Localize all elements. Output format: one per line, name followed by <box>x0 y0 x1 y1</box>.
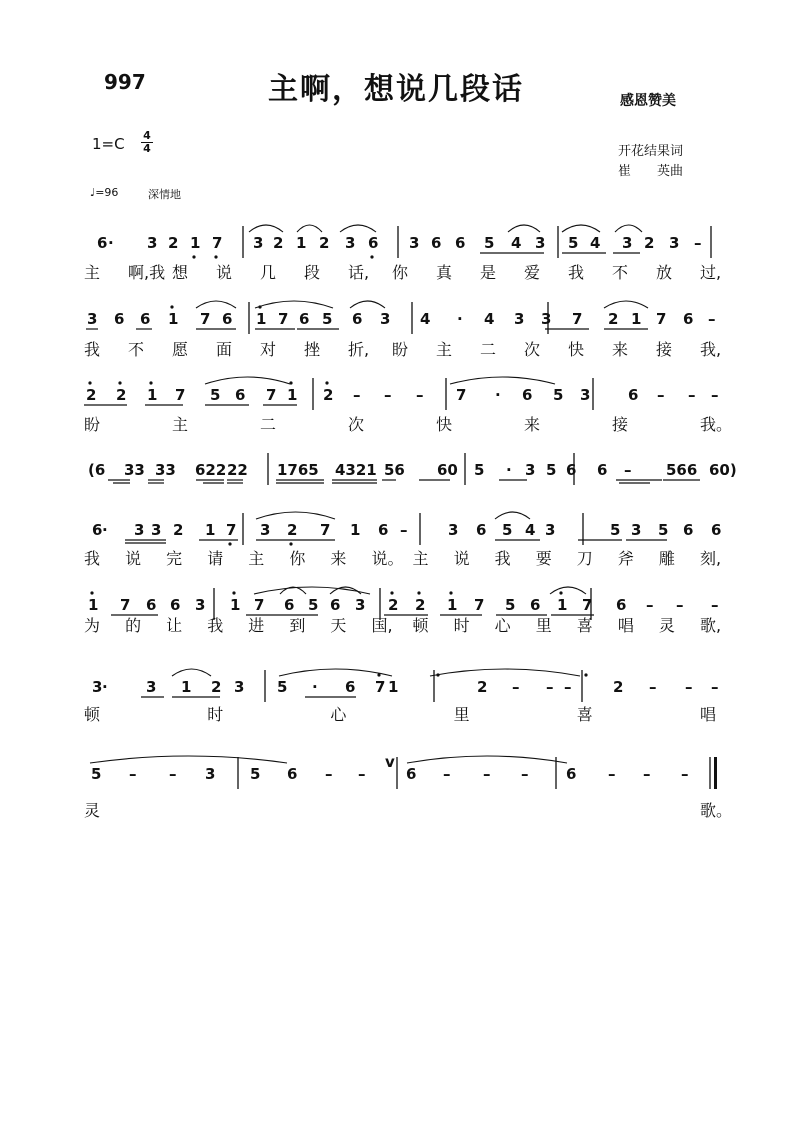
dash-note: – <box>443 765 451 783</box>
lyric-word: 我 <box>568 263 585 282</box>
note: 5 <box>277 678 288 696</box>
lyric-word: 主 <box>436 340 453 359</box>
dash-note: – <box>512 678 520 696</box>
note: 5 <box>505 596 516 614</box>
note: 4 <box>590 234 601 252</box>
lyric-word: 我, <box>700 340 722 359</box>
lyric-word: 顿 <box>412 616 429 635</box>
lyric-word: 刻, <box>700 549 722 568</box>
lyric-word: 让 <box>166 616 183 635</box>
lyric-word: 次 <box>524 340 541 359</box>
note: 6 <box>345 678 356 696</box>
note: 5 <box>210 386 221 404</box>
note: 6 <box>378 521 389 539</box>
page-title: 主啊，想说几段话 <box>268 72 524 107</box>
note: 7 <box>266 386 277 404</box>
note: 3 <box>151 521 162 539</box>
note: 1 <box>256 310 267 328</box>
note: 6 <box>566 461 577 479</box>
note: 7 <box>375 678 386 696</box>
note: 3 <box>525 461 536 479</box>
octave-dot-high <box>584 673 587 676</box>
lyric-word: 喜 <box>576 705 593 724</box>
note: 6 <box>92 521 103 539</box>
lyric-word: 喜 <box>576 616 593 635</box>
dot-note: · <box>108 234 114 252</box>
dash-note: – <box>646 596 654 614</box>
note: 5 <box>658 521 669 539</box>
lyric-word: 真 <box>436 263 453 282</box>
note: 1 <box>447 596 458 614</box>
lyric-word: 我 <box>207 616 224 635</box>
lyric-word: 刀 <box>576 549 593 568</box>
octave-dot-high <box>436 673 439 676</box>
note: 1 <box>287 386 298 404</box>
dash-note: – <box>129 765 137 783</box>
note: 7 <box>278 310 289 328</box>
dot-note: · <box>102 521 108 539</box>
octave-dot-low <box>192 255 195 258</box>
note: 2 <box>477 678 488 696</box>
dot-note: · <box>312 678 318 696</box>
lyric-word: 心 <box>330 705 347 724</box>
slur-arc <box>450 377 555 384</box>
octave-dot-high <box>232 591 235 594</box>
note: 3 <box>134 521 145 539</box>
lyric-word: 快 <box>568 340 585 359</box>
lyric-word: 心 <box>494 616 511 635</box>
note: 3 <box>147 234 158 252</box>
lyric-word: 挫 <box>304 340 321 359</box>
lyric-word: 二 <box>480 340 497 359</box>
lyric-word: 雕 <box>658 549 675 568</box>
final-bar-thick <box>714 757 717 789</box>
note: 1 <box>631 310 642 328</box>
octave-dot-low <box>370 255 373 258</box>
note: 3 <box>92 678 103 696</box>
note: 5 <box>250 765 261 783</box>
slur-arc <box>205 377 290 384</box>
lyric-word: 二 <box>260 415 277 434</box>
note: 3 <box>195 596 206 614</box>
dash-note: – <box>711 386 719 404</box>
dash-note: – <box>353 386 361 404</box>
lyric-word: 不 <box>612 263 629 282</box>
lyric-word: 我 <box>84 549 101 568</box>
lyric-word: 放 <box>656 263 673 282</box>
lyric-word: 折, <box>348 340 370 359</box>
note: 6 <box>683 521 694 539</box>
note: 3 <box>345 234 356 252</box>
lyric-word: 你 <box>289 549 306 568</box>
note: 6 <box>330 596 341 614</box>
note: 1 <box>181 678 192 696</box>
breath-mark: v <box>385 753 395 771</box>
lyric-word: 盼 <box>392 340 409 359</box>
lyric-word: 爱 <box>524 263 541 282</box>
lyric-word: 你 <box>392 263 409 282</box>
note: 6 <box>352 310 363 328</box>
dash-note: – <box>169 765 177 783</box>
slur-arc <box>340 225 376 232</box>
octave-dot-high <box>170 305 173 308</box>
lyric-word: 主 <box>248 549 265 568</box>
lyric-word: 主 <box>84 263 101 282</box>
note: 7 <box>656 310 667 328</box>
note: 4 <box>484 310 495 328</box>
note: 7 <box>572 310 583 328</box>
dash-note: – <box>624 461 632 479</box>
slur-arc <box>550 587 586 594</box>
dash-note: – <box>400 521 408 539</box>
note: 3 <box>87 310 98 328</box>
lyric-word: 我。 <box>700 415 733 434</box>
note: 7 <box>254 596 265 614</box>
slur-arc <box>350 301 385 308</box>
lyric-word: 对 <box>260 340 277 359</box>
slur-arc <box>562 225 600 232</box>
note: 3 <box>545 521 556 539</box>
note: 1 <box>190 234 201 252</box>
note: 6 <box>146 596 157 614</box>
lyric-word: 唱 <box>700 705 717 724</box>
lyric-word: 时 <box>453 616 470 635</box>
lyric-word: 说 <box>216 263 233 282</box>
lyric-word: 请 <box>207 549 224 568</box>
note: 60 <box>437 461 458 479</box>
slur-arc <box>615 225 642 232</box>
slur-arc <box>255 301 333 308</box>
slur-arc <box>90 756 287 763</box>
note: 5 <box>502 521 513 539</box>
slur-arc <box>196 301 236 308</box>
note: 6 <box>566 765 577 783</box>
slur-arc <box>249 225 283 232</box>
lyric-word: 话, <box>348 263 370 282</box>
octave-dot-low <box>214 255 217 258</box>
note: 6 <box>406 765 417 783</box>
lyric-word: 天 <box>330 616 347 635</box>
note: 5 <box>610 521 621 539</box>
dash-note: – <box>416 386 424 404</box>
lyricist-credit: 开花结果词 <box>618 144 684 159</box>
dash-note: – <box>358 765 366 783</box>
note: 5 <box>553 386 564 404</box>
slur-arc <box>279 669 392 676</box>
lyric-word: 啊,我 <box>128 263 166 282</box>
dash-note: – <box>676 596 684 614</box>
note: 3 <box>234 678 245 696</box>
lyric-word: 灵 <box>84 801 101 820</box>
note: 3 <box>205 765 216 783</box>
dash-note: – <box>708 310 716 328</box>
note: 6 <box>530 596 541 614</box>
lyric-word: 到 <box>289 616 306 635</box>
time-signature-top: 4 <box>143 129 151 142</box>
lyric-word: 时 <box>207 705 224 724</box>
slur-arc <box>604 301 648 308</box>
slur-arc <box>407 756 567 763</box>
lyric-word: 灵 <box>658 616 675 635</box>
lyric-word: 不 <box>128 340 145 359</box>
note: 7 <box>456 386 467 404</box>
lyric-word: 要 <box>535 549 552 568</box>
note: 1 <box>88 596 99 614</box>
note: 6 <box>170 596 181 614</box>
lyric-word: 想 <box>172 263 189 282</box>
note: 1 <box>557 596 568 614</box>
note: 1 <box>296 234 307 252</box>
note: 6 <box>711 521 722 539</box>
note: 6 <box>368 234 379 252</box>
note: 5 <box>546 461 557 479</box>
note: 7 <box>175 386 186 404</box>
note: 622 <box>195 461 227 479</box>
note: 7 <box>226 521 237 539</box>
note: 2 <box>644 234 655 252</box>
lyric-word: 面 <box>216 340 233 359</box>
note: 5 <box>322 310 333 328</box>
lyric-word: 进 <box>248 616 265 635</box>
note: 5 <box>568 234 579 252</box>
note: 3 <box>535 234 546 252</box>
note: 2 <box>608 310 619 328</box>
octave-dot-low <box>228 542 231 545</box>
lyric-word: 唱 <box>617 616 634 635</box>
lyric-word: 段 <box>304 263 321 282</box>
dash-note: – <box>325 765 333 783</box>
note: 6 <box>616 596 627 614</box>
note: 5 <box>484 234 495 252</box>
dot-note: · <box>457 310 463 328</box>
note: 5 <box>308 596 319 614</box>
note: 6 <box>222 310 233 328</box>
note: 1765 <box>277 461 319 479</box>
dot-note: · <box>102 678 108 696</box>
note: 4 <box>420 310 431 328</box>
lyric-word: 完 <box>166 549 183 568</box>
dash-note: – <box>643 765 651 783</box>
note: 6 <box>628 386 639 404</box>
octave-dot-high <box>390 591 393 594</box>
lyric-word: 里 <box>535 616 552 635</box>
note: 33 <box>124 461 145 479</box>
lyric-word: 过, <box>700 263 722 282</box>
note: 2 <box>86 386 97 404</box>
note: 2 <box>613 678 624 696</box>
lyric-word: 快 <box>436 415 453 434</box>
dash-note: – <box>546 678 554 696</box>
note: 6 <box>140 310 151 328</box>
note: 2 <box>415 596 426 614</box>
note: 1 <box>168 310 179 328</box>
lyric-word: 来 <box>612 340 629 359</box>
lyric-word: 接 <box>612 415 629 434</box>
note: 3 <box>380 310 391 328</box>
dash-note: – <box>711 678 719 696</box>
note: 2 <box>173 521 184 539</box>
note: 6 <box>476 521 487 539</box>
note: 6 <box>522 386 533 404</box>
note: 1 <box>205 521 216 539</box>
lyric-word: 几 <box>260 263 277 282</box>
note: 3 <box>541 310 552 328</box>
note: 3 <box>260 521 271 539</box>
lyric-word: 说 <box>453 549 470 568</box>
note: 3 <box>631 521 642 539</box>
octave-dot-high <box>289 381 292 384</box>
note: 3 <box>580 386 591 404</box>
dash-note: – <box>688 386 696 404</box>
tempo-marking: ♩=96 <box>90 186 119 199</box>
note: 2 <box>323 386 334 404</box>
note: 3 <box>514 310 525 328</box>
lyric-word: 来 <box>330 549 347 568</box>
dash-note: – <box>649 678 657 696</box>
slur-arc <box>256 512 335 519</box>
note: 33 <box>155 461 176 479</box>
lyric-word: 斧 <box>617 549 634 568</box>
lyric-word: 主 <box>412 549 429 568</box>
note: 7 <box>474 596 485 614</box>
note: 2 <box>319 234 330 252</box>
octave-dot-high <box>325 381 328 384</box>
note: 6 <box>683 310 694 328</box>
lyric-word: 我 <box>494 549 511 568</box>
octave-dot-high <box>258 305 261 308</box>
key-signature: 1=C <box>92 135 125 153</box>
note: 6 <box>455 234 466 252</box>
note: 56 <box>384 461 405 479</box>
slur-arc <box>495 512 530 519</box>
note: 7 <box>120 596 131 614</box>
note: 3 <box>448 521 459 539</box>
note: 7 <box>320 521 331 539</box>
note: 6 <box>287 765 298 783</box>
dash-note: – <box>657 386 665 404</box>
note: 7 <box>200 310 211 328</box>
lyric-word: 为 <box>84 616 101 635</box>
lyric-word: 来 <box>524 415 541 434</box>
lyric-word: 次 <box>348 415 365 434</box>
dash-note: – <box>564 678 572 696</box>
octave-dot-high <box>149 381 152 384</box>
lyric-word: 里 <box>453 705 470 724</box>
note: 4 <box>525 521 536 539</box>
octave-dot-high <box>90 591 93 594</box>
song-category: 感恩赞美 <box>620 93 676 109</box>
lyric-word: 愿 <box>172 340 189 359</box>
dash-note: – <box>711 596 719 614</box>
dash-note: – <box>608 765 616 783</box>
note: 6 <box>431 234 442 252</box>
slur-arc <box>172 669 211 676</box>
note: 566 <box>666 461 698 479</box>
octave-dot-high <box>118 381 121 384</box>
dash-note: – <box>384 386 392 404</box>
note: 4 <box>511 234 522 252</box>
lyric-word: 顿 <box>84 705 101 724</box>
dash-note: – <box>681 765 689 783</box>
expression-marking: 深情地 <box>148 188 181 201</box>
note: (6 <box>88 461 106 479</box>
octave-dot-high <box>559 591 562 594</box>
note: 3 <box>622 234 633 252</box>
note: 3 <box>355 596 366 614</box>
lyric-word: 接 <box>656 340 673 359</box>
dot-note: · <box>495 386 501 404</box>
octave-dot-low <box>289 542 292 545</box>
note: 3 <box>253 234 264 252</box>
dot-note: · <box>506 461 512 479</box>
octave-dot-high <box>88 381 91 384</box>
note: 1 <box>230 596 241 614</box>
note: 2 <box>287 521 298 539</box>
dash-note: – <box>694 234 702 252</box>
note: 2 <box>168 234 179 252</box>
note: 2 <box>116 386 127 404</box>
lyric-word: 说。 <box>371 549 404 568</box>
note: 6 <box>597 461 608 479</box>
note: 5 <box>91 765 102 783</box>
note: 2 <box>211 678 222 696</box>
note: 2 <box>273 234 284 252</box>
note: 3 <box>409 234 420 252</box>
lyric-word: 的 <box>125 616 142 635</box>
octave-dot-high <box>449 591 452 594</box>
note: 6 <box>114 310 125 328</box>
note: 3 <box>146 678 157 696</box>
octave-dot-high <box>417 591 420 594</box>
lyric-word: 盼 <box>84 415 101 434</box>
note: 6 <box>284 596 295 614</box>
song-number: 997 <box>104 70 146 94</box>
lyric-word: 歌, <box>700 616 722 635</box>
slur-arc <box>508 225 540 232</box>
composer-credit: 崔 英曲 <box>618 164 684 179</box>
note: 7 <box>582 596 593 614</box>
note: 6 <box>235 386 246 404</box>
note: 1 <box>388 678 399 696</box>
dash-note: – <box>521 765 529 783</box>
note: 2 <box>388 596 399 614</box>
note: 1 <box>147 386 158 404</box>
lyric-word: 我 <box>84 340 101 359</box>
octave-dot-high <box>377 673 380 676</box>
lyric-word: 主 <box>172 415 189 434</box>
dash-note: – <box>685 678 693 696</box>
note: 5 <box>474 461 485 479</box>
lyric-word: 国, <box>371 616 393 635</box>
note: 6 <box>299 310 310 328</box>
note: 7 <box>212 234 223 252</box>
dash-note: – <box>483 765 491 783</box>
note: 3 <box>669 234 680 252</box>
note: 60) <box>709 461 737 479</box>
note: 4321 <box>335 461 377 479</box>
time-signature-bottom: 4 <box>143 142 151 155</box>
lyric-word: 说 <box>125 549 142 568</box>
note: 6 <box>97 234 108 252</box>
slur-arc <box>430 669 580 676</box>
note: 22 <box>227 461 248 479</box>
slur-arc <box>297 225 322 232</box>
note: 1 <box>350 521 361 539</box>
lyric-word: 歌。 <box>700 801 733 820</box>
lyric-word: 是 <box>480 263 497 282</box>
